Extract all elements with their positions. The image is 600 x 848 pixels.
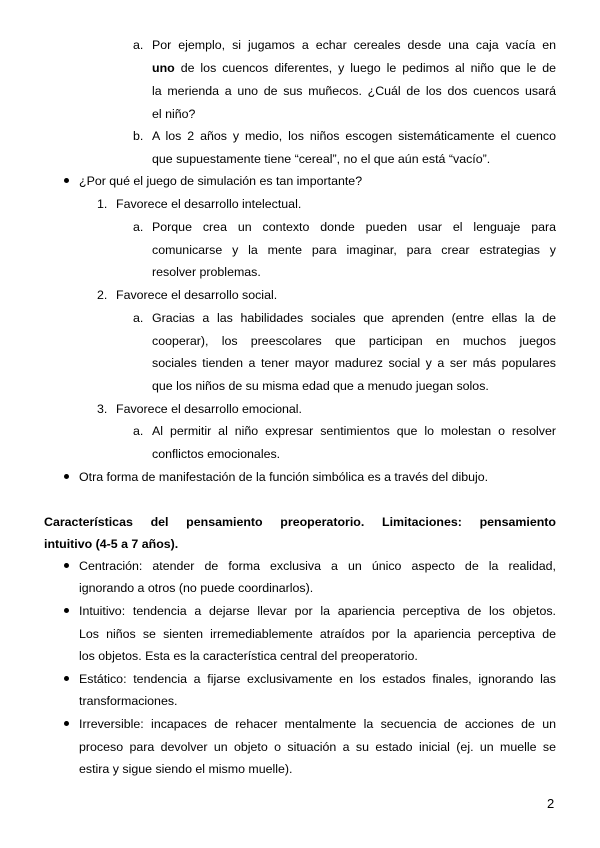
bullet-dot bbox=[64, 608, 69, 613]
paragraph-line: resolver problemas. bbox=[152, 265, 261, 279]
list-marker: a. bbox=[133, 38, 144, 52]
paragraph-line: el niño? bbox=[152, 107, 196, 121]
list-marker: 1. bbox=[97, 197, 108, 211]
bullet-line: estira y sigue siendo el mismo muelle). bbox=[79, 762, 293, 776]
bullet-text: ¿Por qué el juego de simulación es tan importante? bbox=[79, 174, 363, 188]
bullet-line: Los niños se sienten irremediablemente atraídos por la apariencia perceptiva de bbox=[79, 627, 556, 641]
list-marker: 3. bbox=[97, 402, 108, 416]
paragraph-line bbox=[152, 61, 556, 75]
bullet-line: Intuitivo: tendencia a dejarse llevar por la apariencia perceptiva de los objetos. bbox=[79, 604, 556, 618]
bullet-line: Centración: atender de forma exclusiva a un único aspecto de la realidad, bbox=[79, 559, 556, 573]
page-number: 2 bbox=[547, 796, 555, 811]
paragraph-line: Al permitir al niño expresar sentimientos que lo molestan o resolver bbox=[152, 424, 556, 438]
bullet-dot bbox=[64, 563, 69, 568]
list-marker: a. bbox=[133, 311, 144, 325]
paragraph-line: sociales tienden a tener mayor madurez social y a ser más populares bbox=[152, 356, 556, 370]
bullet-dot bbox=[64, 721, 69, 726]
paragraph-line-text: de los cuencos diferentes, y luego le pedimos al niño que le de bbox=[180, 61, 556, 75]
paragraph-line: comunicarse y la mente para imaginar, para crear estrategias y bbox=[152, 243, 556, 257]
section-heading: Características del pensamiento preoperatorio. Limitaciones: pensamiento bbox=[44, 515, 556, 529]
bullet-line: Estático: tendencia a fijarse exclusivamente en los estados finales, ignorando las bbox=[79, 672, 556, 686]
section-heading-cont: intuitivo (4-5 a 7 años). bbox=[44, 537, 179, 551]
paragraph-line: que supuestamente tiene “cereal”, no el que aún está “vacío”. bbox=[152, 152, 491, 166]
list-marker: a. bbox=[133, 220, 144, 234]
bullet-dot bbox=[64, 474, 69, 479]
bullet-dot bbox=[64, 676, 69, 681]
list-marker: a. bbox=[133, 424, 144, 438]
bullet-dot bbox=[64, 178, 69, 183]
paragraph-line: A los 2 años y medio, los niños escogen sistemáticamente el cuenco bbox=[152, 129, 556, 143]
bullet-line: transformaciones. bbox=[79, 694, 178, 708]
numbered-item: Favorece el desarrollo social. bbox=[116, 288, 278, 302]
paragraph-line: Porque crea un contexto donde pueden usar el lenguaje para bbox=[152, 220, 556, 234]
numbered-item: Favorece el desarrollo emocional. bbox=[116, 402, 302, 416]
paragraph-line: cooperar), los preescolares que participan en muchos juegos bbox=[152, 334, 556, 348]
paragraph-line: conflictos emocionales. bbox=[152, 447, 281, 461]
numbered-item: Favorece el desarrollo intelectual. bbox=[116, 197, 302, 211]
paragraph-line: la merienda a uno de sus muñecos. ¿Cuál de los dos cuencos usará bbox=[152, 84, 556, 98]
bold-word: uno bbox=[152, 61, 175, 75]
bullet-line: proceso para devolver un objeto o situación a su estado inicial (ej. un muelle se bbox=[79, 740, 556, 754]
bullet-line: los objetos. Esta es la característica central del preoperatorio. bbox=[79, 649, 418, 663]
list-marker: 2. bbox=[97, 288, 108, 302]
bullet-text: Otra forma de manifestación de la función simbólica es a través del dibujo. bbox=[79, 470, 489, 484]
paragraph-line: Por ejemplo, si jugamos a echar cereales desde una caja vacía en bbox=[152, 38, 556, 52]
bullet-line: ignorando a otros (no puede coordinarlos). bbox=[79, 581, 314, 595]
paragraph-line: que los niños de su misma edad que a menudo juegan solos. bbox=[152, 379, 489, 393]
paragraph-line: Gracias a las habilidades sociales que aprenden (entre ellas la de bbox=[152, 311, 556, 325]
bullet-line: Irreversible: incapaces de rehacer mentalmente la secuencia de acciones de un bbox=[79, 717, 556, 731]
list-marker: b. bbox=[133, 129, 144, 143]
